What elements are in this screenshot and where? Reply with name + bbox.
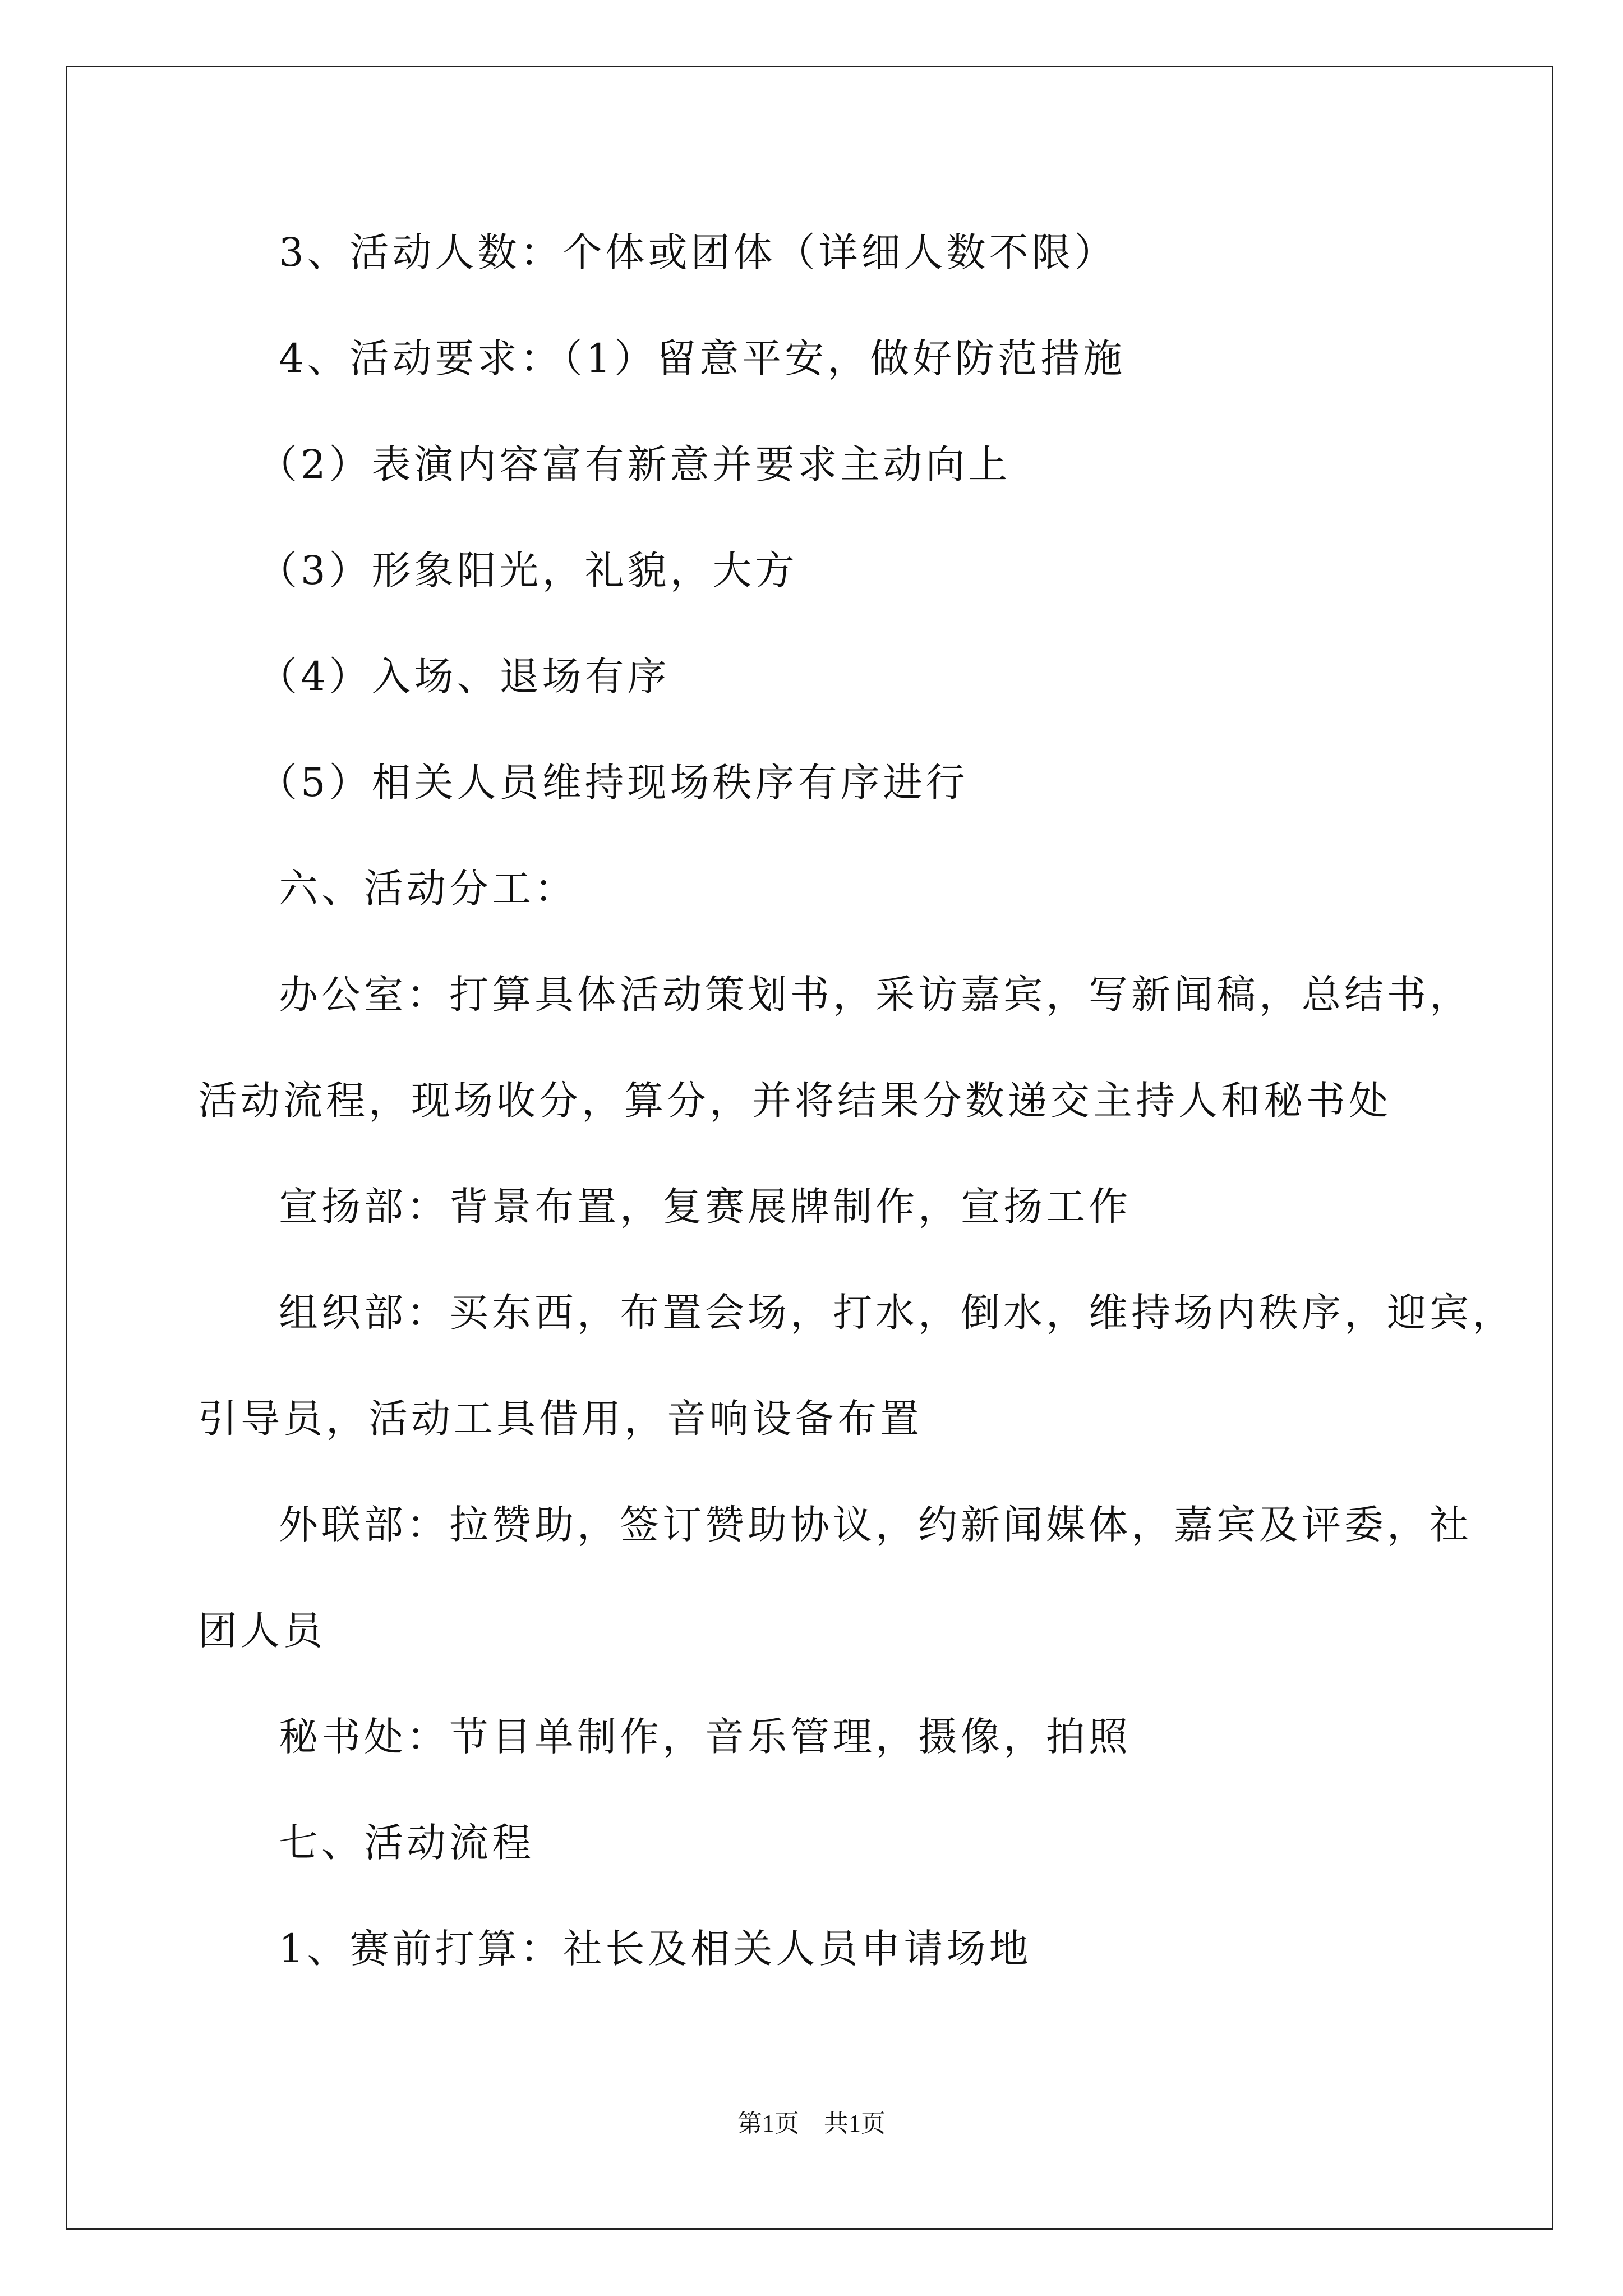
text-line: 3、活动人数：个体或团体（详细人数不限） [279, 229, 1117, 275]
text-line: 外联部：拉赞助，签订赞助协议，约新闻媒体，嘉宾及评委，社 [279, 1502, 1472, 1548]
text-line: 4、活动要求：（1）留意平安，做好防范措施 [279, 335, 1126, 381]
text-line: 组织部：买东西，布置会场，打水，倒水，维持场内秩序，迎宾， [279, 1290, 1515, 1336]
text-line: （2）表演内容富有新意并要求主动向上 [258, 441, 1011, 487]
text-line: 1、赛前打算：社长及相关人员申请场地 [279, 1926, 1032, 1972]
text-line: （4）入场、退场有序 [258, 654, 670, 700]
section-heading: 七、活动流程 [279, 1820, 534, 1866]
section-heading: 六、活动分工： [279, 866, 577, 912]
text-line: 秘书处：节目单制作，音乐管理，摄像，拍照 [279, 1714, 1131, 1760]
page-border [66, 66, 1553, 2230]
page-number: 第1页 共1页 [737, 2110, 886, 2137]
text-line: （5）相关人员维持现场秩序有序进行 [258, 760, 969, 806]
text-line: 活动流程，现场收分，算分，并将结果分数递交主持人和秘书处 [198, 1078, 1391, 1124]
text-line: 宣扬部：背景布置，复赛展牌制作，宣扬工作 [279, 1184, 1131, 1230]
text-line: （3）形象阳光，礼貌，大方 [258, 547, 798, 593]
text-line: 团人员 [198, 1608, 326, 1654]
text-line: 办公室：打算具体活动策划书，采访嘉宾，写新闻稿，总结书， [279, 972, 1472, 1018]
text-line: 引导员，活动工具借用，音响设备布置 [198, 1396, 923, 1442]
